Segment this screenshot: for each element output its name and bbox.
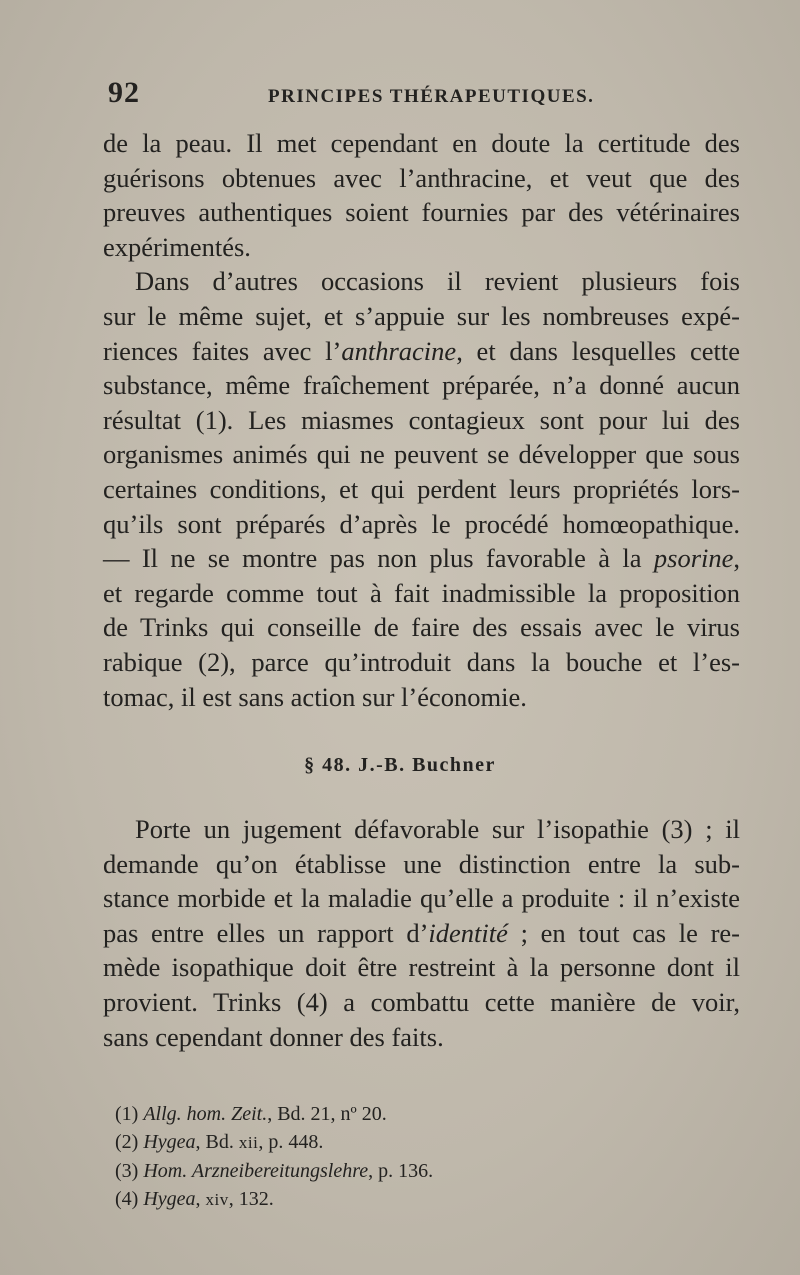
text-run: pas entre elles un rapport d’ <box>103 917 429 948</box>
text-run: riences faites avec l’ <box>103 335 342 366</box>
running-head-title: PRINCIPES THÉRAPEUTIQUES. <box>268 86 595 107</box>
text-line: tomac, il est sans action sur l’économie. <box>103 681 527 712</box>
emphasis-psorine: psorine <box>653 543 734 574</box>
footnote-volume: xiv <box>205 1190 229 1209</box>
text-line <box>103 334 740 369</box>
text-line: preuves authentiques soient fournies par des vétérinaires <box>103 197 740 228</box>
text-line: expérimentés. <box>103 231 251 262</box>
footnote-text: , <box>195 1188 206 1210</box>
text-line: organismes animés qui ne peuvent se développer que sous <box>103 439 740 470</box>
footnotes <box>115 1100 735 1214</box>
text-line: mède isopathique doit être restreint à la personne dont il <box>103 952 740 983</box>
text-line: Porte un jugement défavorable sur l’isopathie (3) ; il <box>135 814 740 844</box>
text-line: sans cependant donner des faits. <box>103 1021 444 1052</box>
footnote-text: , p. 448. <box>258 1131 324 1153</box>
text-line: stance morbide et la maladie qu’elle a produite : il n’existe <box>103 883 740 914</box>
emphasis-anthracine: anthracine <box>341 335 457 366</box>
paragraph-3 <box>103 812 740 1054</box>
footnote-3 <box>115 1157 735 1185</box>
footnote-work-title: Allg. hom. Zeit. <box>143 1103 268 1125</box>
text-line: demande qu’on établisse une distinction entre la sub- <box>103 848 740 879</box>
text-line: Dans d’autres occasions il revient plusieurs fois <box>135 266 740 297</box>
text-run: , et dans lesquelles cette <box>456 335 740 366</box>
footnote-number: (4) <box>115 1188 144 1210</box>
text-line: sur le même sujet, et s’appuie sur les nombreuses expé- <box>103 300 740 331</box>
text-run: ; en tout cas le re- <box>507 917 740 948</box>
paragraph-1 <box>103 126 740 714</box>
footnote-work-title: Hom. Arzneibereitungslehre <box>143 1160 369 1182</box>
footnote-text: , 132. <box>228 1188 274 1210</box>
text-line <box>103 916 740 951</box>
text-line: provient. Trinks (4) a combattu cette manière de voir, <box>103 986 740 1017</box>
text-line: rabique (2), parce qu’introduit dans la bouche et l’es- <box>103 646 740 677</box>
text-line: qu’ils sont préparés d’après le procédé homœopathique. <box>103 508 740 539</box>
footnote-number: (3) <box>115 1160 144 1182</box>
emphasis-identite: identité <box>428 917 508 948</box>
text-line: de la peau. Il met cependant en doute la certitude des <box>103 128 740 158</box>
running-head <box>108 76 740 116</box>
text-line: guérisons obtenues avec l’anthracine, et veut que des <box>103 162 740 193</box>
text-line: certaines conditions, et qui perdent leurs propriétés lors- <box>103 473 740 504</box>
section-heading: § 48. J.-B. Buchner <box>304 754 496 776</box>
footnote-2 <box>115 1128 735 1157</box>
text-run: , <box>733 543 740 574</box>
footnote-work-title: Hygea <box>143 1131 196 1153</box>
footnote-work-title: Hygea <box>143 1188 196 1210</box>
footnote-number: (2) <box>115 1131 144 1153</box>
text-run: — Il ne se montre pas non plus favorable à la <box>103 543 654 574</box>
footnote-1 <box>115 1100 735 1128</box>
text-line: et regarde comme tout à fait inadmissible la proposition <box>103 577 740 608</box>
page-number: 92 <box>108 76 140 109</box>
text-line: substance, même fraîchement préparée, n’a donné aucun <box>103 370 740 401</box>
footnote-4 <box>115 1185 735 1214</box>
footnote-text: , Bd. <box>195 1131 239 1153</box>
footnote-volume: xii <box>238 1133 259 1152</box>
text-line: de Trinks qui conseille de faire des essais avec le virus <box>103 612 740 643</box>
footnote-text: , p. 136. <box>368 1160 434 1182</box>
text-line <box>103 541 740 576</box>
footnote-number: (1) <box>115 1103 144 1125</box>
text-line: résultat (1). Les miasmes contagieux sont pour lui des <box>103 404 740 435</box>
footnote-text: , Bd. 21, nº 20. <box>267 1103 387 1125</box>
